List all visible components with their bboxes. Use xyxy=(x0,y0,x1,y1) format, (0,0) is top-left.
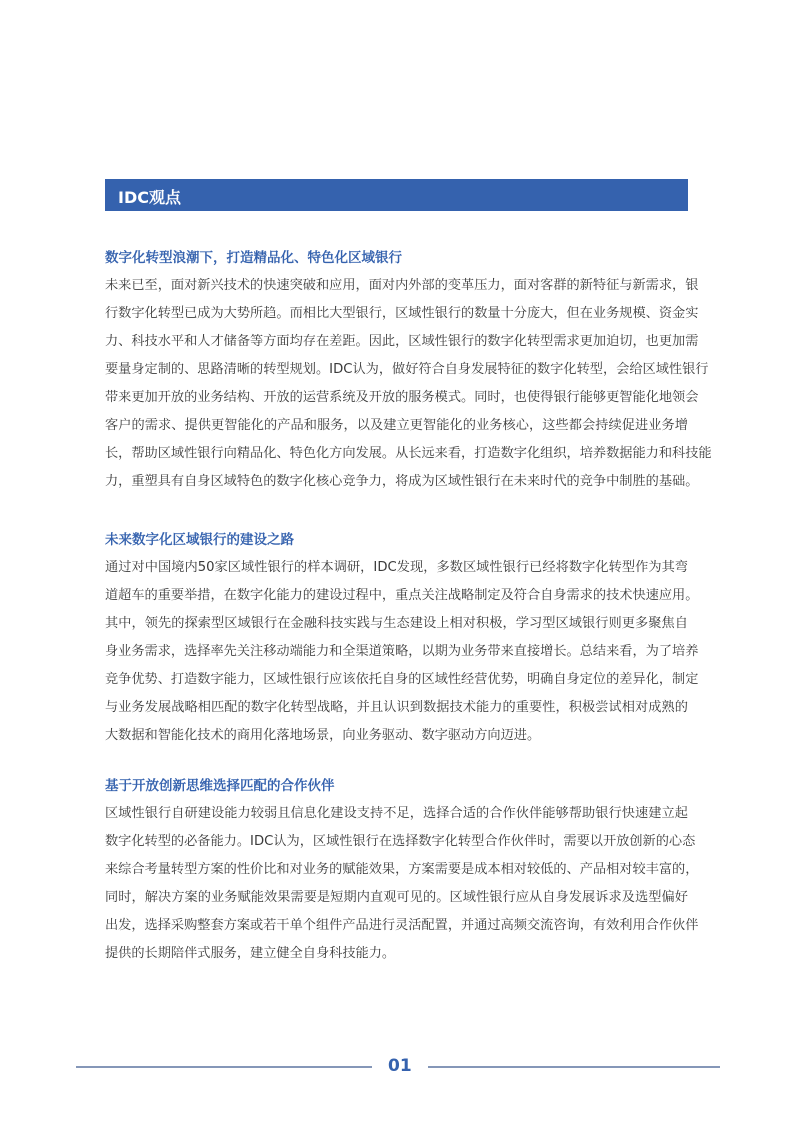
section-digital-transformation xyxy=(105,244,712,496)
banner-title: IDC观点 xyxy=(118,188,181,207)
footer-divider-left xyxy=(76,1066,372,1068)
section-heading: 基于开放创新思维选择匹配的合作伙伴 xyxy=(105,778,335,794)
paragraph-line: 来综合考量转型方案的性价比和对业务的赋能效果，方案需要是成本相对较低的、产品相对较丰富的， xyxy=(105,862,699,877)
paragraph-line: 出发，选择采购整套方案或若干单个组件产品进行灵活配置，并通过高频交流咨询，有效利用合作伙伴 xyxy=(105,918,699,933)
paragraph-line: 同时，解决方案的业务赋能效果需要是短期内直观可见的。区域性银行应从自身发展诉求及选型偏好 xyxy=(105,890,688,905)
footer-divider-right xyxy=(428,1066,720,1068)
paragraph-line: 其中，领先的探索型区域银行在金融科技实践与生态建设上相对积极，学习型区域银行则更多聚焦自 xyxy=(105,616,688,631)
paragraph-line: 未来已至，面对新兴技术的快速突破和应用，面对内外部的变革压力，面对客群的新特征与新需求，银 xyxy=(105,278,699,293)
section-heading: 数字化转型浪潮下，打造精品化、特色化区域银行 xyxy=(105,250,402,266)
paragraph-line: 通过对中国境内50家区域性银行的样本调研，IDC发现，多数区域性银行已经将数字化转型作为其弯 xyxy=(105,560,688,575)
paragraph-line: 竞争优势、打造数字能力，区域性银行应该依托自身的区域性经营优势，明确自身定位的差异化，制定 xyxy=(105,672,699,687)
paragraph-line: 道超车的重要举措，在数字化能力的建设过程中，重点关注战略制定及符合自身需求的技术快速应用。 xyxy=(105,588,699,603)
paragraph-line: 提供的长期陪伴式服务，建立健全自身科技能力。 xyxy=(105,946,396,961)
paragraph-line: 力、科技水平和人才储备等方面均存在差距。因此，区域性银行的数字化转型需求更加迫切，也更加需 xyxy=(105,334,699,349)
paragraph-line: 数字化转型的必备能力。IDC认为，区域性银行在选择数字化转型合作伙伴时，需要以开放创新的心态 xyxy=(105,834,696,849)
paragraph-line: 要量身定制的、思路清晰的转型规划。IDC认为，做好符合自身发展特征的数字化转型，会给区域性银行 xyxy=(105,362,709,377)
paragraph-line: 长，帮助区域性银行向精品化、特色化方向发展。从长远来看，打造数字化组织，培养数据能力和科技能 xyxy=(105,446,712,461)
section-heading: 未来数字化区域银行的建设之路 xyxy=(105,532,294,548)
paragraph-line: 与业务发展战略相匹配的数字化转型战略，并且认识到数据技术能力的重要性，积极尝试相对成熟的 xyxy=(105,700,688,715)
page-number: 01 xyxy=(388,1056,412,1076)
paragraph-line: 区域性银行自研建设能力较弱且信息化建设支持不足，选择合适的合作伙伴能够帮助银行快速建立起 xyxy=(105,806,688,821)
section-partner-selection xyxy=(105,772,699,968)
paragraph-line: 力，重塑具有自身区域特色的数字化核心竞争力，将成为区域性银行在未来时代的竞争中制胜的基础。 xyxy=(105,474,699,489)
paragraph-line: 行数字化转型已成为大势所趋。而相比大型银行，区域性银行的数量十分庞大，但在业务规模、资金实 xyxy=(105,306,699,321)
paragraph-line: 大数据和智能化技术的商用化落地场景，向业务驱动、数字驱动方向迈进。 xyxy=(105,728,541,743)
paragraph-line: 带来更加开放的业务结构、开放的运营系统及开放的服务模式。同时，也使得银行能够更智能化地领会 xyxy=(105,390,699,405)
section-banner xyxy=(105,179,688,211)
paragraph-line: 客户的需求、提供更智能化的产品和服务，以及建立更智能化的业务核心，这些都会持续促进业务增 xyxy=(105,418,688,433)
paragraph-line: 身业务需求，选择率先关注移动端能力和全渠道策略，以期为业务带来直接增长。总结来看，为了培养 xyxy=(105,644,699,659)
section-construction-path xyxy=(105,526,699,750)
